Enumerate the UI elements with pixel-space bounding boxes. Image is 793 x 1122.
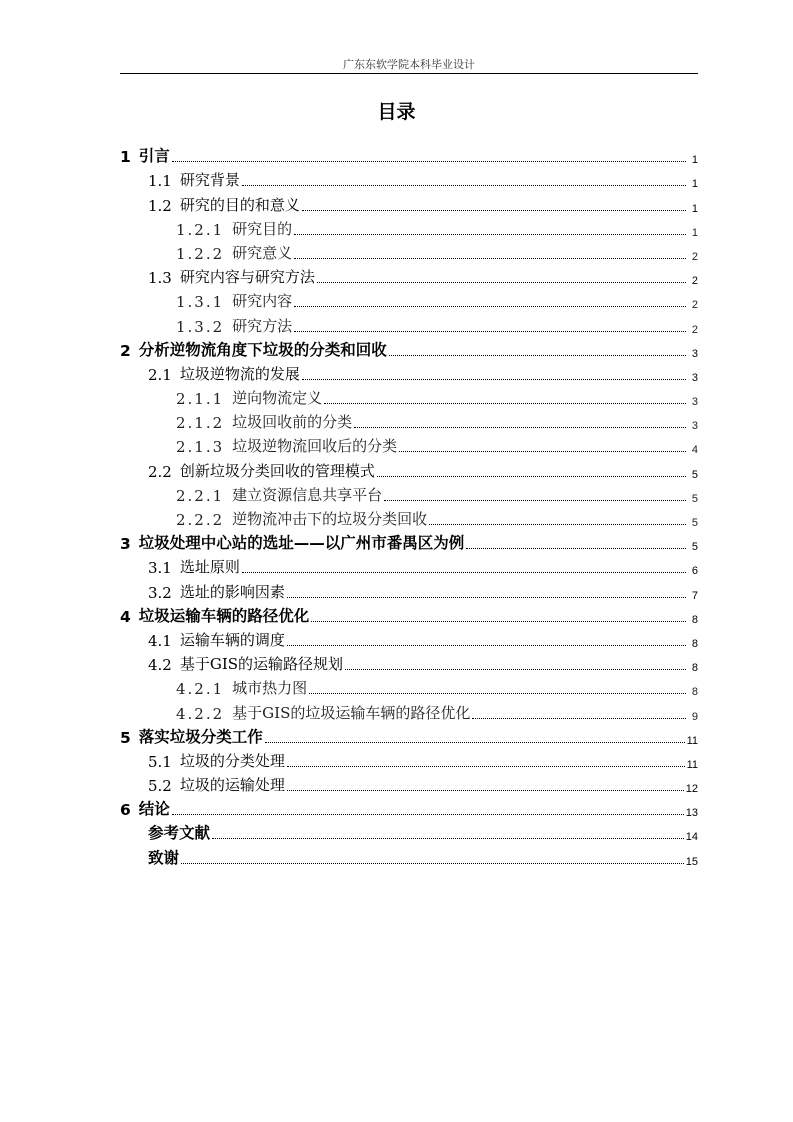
toc-entry[interactable] [120,602,698,626]
toc-entry-number: 4 [120,607,131,626]
toc-page-number: 5 [691,492,698,505]
toc-entry-number: 1.2 [148,196,172,215]
toc-entry-title: 选址的影响因素 [179,582,285,601]
toc-entry[interactable] [120,577,698,601]
toc-entry[interactable] [120,456,698,480]
toc-entry[interactable] [120,384,698,408]
toc-leader-dots [472,717,686,719]
toc-entry-title: 垃圾回收前的分类 [232,413,353,432]
toc-entry[interactable] [120,819,698,843]
toc-entry-number: 2.2.1 [176,486,225,505]
toc-entry-number: 5.1 [148,752,172,771]
toc-leader-dots [294,257,686,259]
toc-leader-dots [294,305,686,307]
toc-entry[interactable] [120,336,698,360]
toc-entry-number: 1 [120,148,131,167]
toc-entry-number: 2.2.2 [176,511,225,529]
toc-entry[interactable] [120,650,698,674]
toc-entry-title: 研究方法 [232,316,293,335]
toc-entry-title: 研究的目的和意义 [179,195,300,214]
toc-leader-dots [389,354,686,356]
toc-page-number: 1 [691,154,698,167]
toc-leader-dots [377,475,686,477]
toc-leader-dots [384,499,686,501]
toc-page-number: 5 [691,517,698,529]
toc-entry-title: 落实垃圾分类工作 [138,727,263,746]
toc-entry-number: 1.2.1 [176,220,225,239]
toc-entry-title: 结论 [138,800,170,819]
toc-entry-number: 4.2 [148,656,172,675]
toc-entry-title: 运输车辆的调度 [179,630,285,649]
toc-entry-number: 2.1.1 [176,390,225,409]
table-of-contents [120,142,698,868]
toc-leader-dots [345,668,686,670]
toc-page-number: 3 [691,420,698,433]
toc-page-number: 2 [691,275,698,288]
toc-page-number: 15 [685,855,698,868]
toc-entry-title: 引言 [138,147,170,166]
toc-entry[interactable] [120,481,698,505]
toc-entry-number: 3 [120,535,131,554]
toc-leader-dots [294,233,686,235]
toc-entry-title: 逆物流冲击下的垃圾分类回收 [232,510,428,528]
toc-entry[interactable] [120,843,698,867]
toc-entry-number: 1.1 [148,172,172,191]
page-title: 目录 [377,101,416,123]
toc-leader-dots [287,789,684,791]
toc-leader-dots [294,330,686,332]
toc-entry-number: 2.1.2 [176,414,225,433]
toc-page-number: 8 [691,686,698,699]
toc-leader-dots [265,741,685,743]
toc-entry[interactable] [120,674,698,698]
toc-entry[interactable] [120,626,698,650]
toc-page-number: 2 [691,323,698,336]
toc-leader-dots [429,523,686,525]
toc-leader-dots [287,644,686,646]
toc-page-number: 2 [691,250,698,263]
toc-leader-dots [242,571,686,573]
toc-entry-number: 1.2.2 [176,244,225,263]
toc-leader-dots [302,378,686,380]
toc-entry-number: 1.3.2 [176,317,225,336]
toc-leader-dots [311,620,686,622]
toc-leader-dots [242,184,686,186]
toc-entry-title: 创新垃圾分类回收的管理模式 [179,461,375,480]
toc-leader-dots [181,862,684,864]
toc-entry-title: 城市热力图 [232,679,308,698]
toc-entry-number: 1.3.1 [176,293,225,312]
toc-leader-dots [324,402,686,404]
toc-entry-title: 研究背景 [179,171,240,190]
toc-entry-number: 1.3 [148,269,172,288]
toc-leader-dots [302,209,686,211]
toc-entry[interactable] [120,166,698,190]
toc-entry-title: 分析逆物流角度下垃圾的分类和回收 [138,340,387,359]
toc-page-number: 1 [691,202,698,215]
toc-entry[interactable] [120,408,698,432]
toc-entry-title: 垃圾运输车辆的路径优化 [138,606,310,625]
toc-entry-title: 垃圾逆物流的发展 [179,364,300,383]
toc-leader-dots [172,160,686,162]
toc-entry-number: 4.2.1 [176,680,225,699]
toc-entry-title: 选址原则 [179,558,240,577]
toc-entry-number: 5 [120,728,131,747]
toc-leader-dots [172,813,684,815]
toc-entry-title: 研究目的 [232,219,293,238]
toc-entry-number: 3.2 [148,583,172,602]
toc-entry-title: 逆向物流定义 [232,389,323,408]
toc-entry-title: 参考文献 [148,824,211,843]
toc-page-number: 5 [691,468,698,481]
toc-entry-title: 研究内容与研究方法 [179,268,315,287]
toc-page-number: 3 [691,371,698,384]
toc-entry[interactable] [120,190,698,214]
toc-entry-number: 2 [120,341,131,360]
toc-entry[interactable] [120,215,698,239]
page-header: 广东东软学院本科毕业设计 [343,58,475,71]
toc-entry-title: 垃圾的分类处理 [179,751,285,770]
toc-entry[interactable] [120,505,698,529]
toc-entry-number: 6 [120,801,131,820]
toc-page-number: 8 [691,662,698,675]
toc-page-number: 5 [691,541,698,554]
toc-entry-title: 研究内容 [232,292,293,311]
toc-entry-number: 4.2.2 [176,704,225,723]
toc-page-number: 3 [691,347,698,360]
toc-entry-title: 垃圾处理中心站的选址——以广州市番禺区为例 [138,534,465,553]
toc-page-number: 4 [691,444,698,457]
toc-leader-dots [287,596,686,598]
toc-page-number: 3 [691,396,698,409]
toc-entry-title: 基于GIS的垃圾运输车辆的路径优化 [232,703,471,722]
toc-leader-dots [287,765,685,767]
toc-entry-title: 致谢 [148,848,180,867]
toc-page-number: 2 [691,299,698,312]
toc-entry[interactable] [120,747,698,771]
toc-leader-dots [354,426,686,428]
toc-entry[interactable] [120,360,698,384]
toc-entry[interactable] [120,287,698,311]
toc-leader-dots [309,692,686,694]
toc-entry[interactable] [120,239,698,263]
toc-entry[interactable] [120,795,698,819]
toc-page-number: 13 [685,807,698,820]
toc-entry-number: 2.1.3 [176,438,225,457]
header-rule [120,73,698,74]
toc-entry[interactable] [120,311,698,335]
toc-leader-dots [212,837,684,839]
toc-entry-title: 建立资源信息共享平台 [232,485,383,504]
toc-page-number: 14 [685,831,698,844]
toc-leader-dots [317,281,686,283]
toc-entry-number: 2.1 [148,365,172,384]
toc-entry[interactable] [120,553,698,577]
toc-page-number: 11 [686,758,698,771]
toc-entry-number: 4.1 [148,631,172,650]
toc-entry[interactable] [120,263,698,287]
toc-page-number: 7 [691,589,698,602]
toc-entry-title: 垃圾的运输处理 [179,776,285,795]
toc-entry-title: 垃圾逆物流回收后的分类 [232,437,398,456]
toc-leader-dots [399,450,686,452]
toc-page-number: 8 [691,613,698,626]
toc-entry-title: 基于GIS的运输路径规划 [179,655,344,674]
toc-page-number: 8 [691,637,698,650]
toc-entry-number: 3.1 [148,559,172,578]
toc-entry[interactable] [120,432,698,456]
toc-page-number: 1 [691,178,698,191]
toc-entry[interactable] [120,529,698,553]
toc-page-number: 9 [691,710,698,723]
toc-page-number: 6 [691,565,698,578]
toc-entry-number: 2.2 [148,462,172,481]
toc-entry[interactable] [120,771,698,795]
toc-entry-title: 研究意义 [232,243,293,262]
toc-page-number: 1 [691,226,698,239]
toc-entry-number: 5.2 [148,777,172,796]
toc-entry[interactable] [120,723,698,747]
toc-entry[interactable] [120,698,698,722]
toc-leader-dots [466,547,686,549]
toc-page-number: 11 [686,734,698,747]
toc-entry[interactable] [120,142,698,166]
toc-page-number: 12 [685,783,698,796]
